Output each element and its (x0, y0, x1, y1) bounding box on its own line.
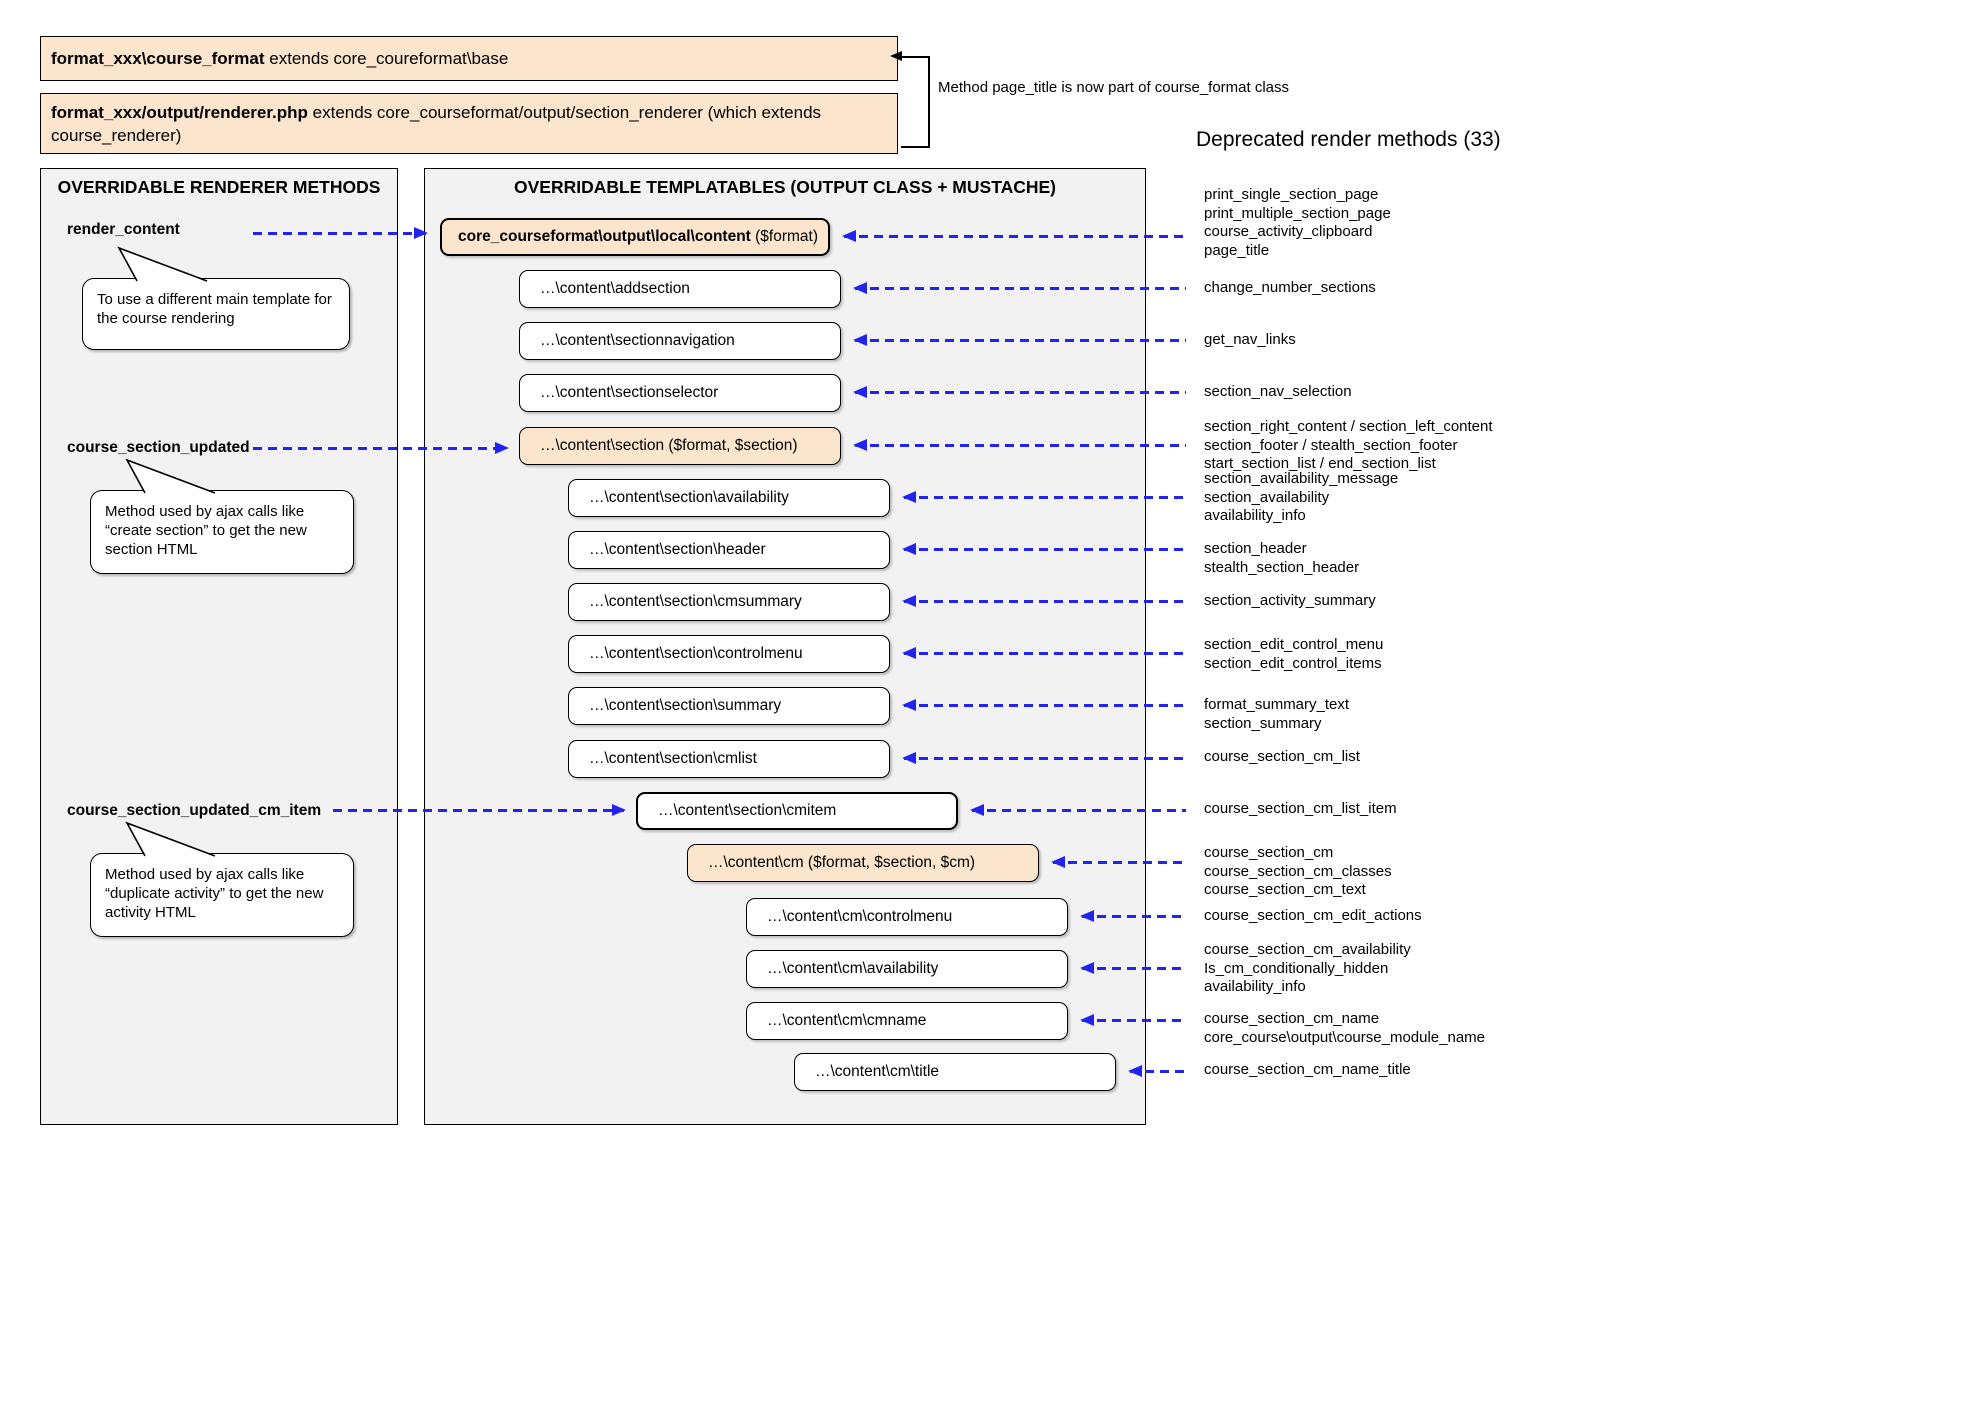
arrow-deprecated-section-header (904, 548, 1186, 551)
deprecated-method: section_footer / stealth_section_footer (1204, 436, 1458, 454)
deprecated-method: course_section_cm_list_item (1204, 800, 1397, 817)
templatable-section-cmlist: …\content\section\cmlist (568, 740, 890, 778)
deprecated-method: Is_cm_conditionally_hidden (1204, 959, 1389, 977)
bracket-line (928, 56, 930, 148)
class-box-bold: format_xxx/output/renderer.php (51, 103, 308, 122)
method-course-section-updated: course_section_updated (67, 439, 250, 456)
arrow-deprecated-content (844, 235, 1186, 238)
templatable-section-cmitem: …\content\section\cmitem (636, 792, 958, 830)
templatable-cm-controlmenu: …\content\cm\controlmenu (746, 898, 1068, 936)
class-box-bold: format_xxx\course_format (51, 48, 265, 68)
deprecated-group (1204, 907, 1422, 926)
bracket-note: Method page_title is now part of course_format class (938, 79, 1290, 96)
templatable-section-header: …\content\section\header (568, 531, 890, 569)
note-bubble-text: Method used by ajax calls like “duplicate activity” to get the new activity HTML (105, 866, 324, 921)
deprecated-method: section_nav_selection (1204, 383, 1352, 400)
deprecated-method: start_section_list / end_section_list (1204, 455, 1436, 472)
deprecated-method: section_availability (1204, 488, 1330, 506)
deprecated-method: availability_info (1204, 978, 1306, 995)
arrow-deprecated-addsection (855, 287, 1186, 290)
templatable-content: core_courseformat\output\local\content ($format) (440, 218, 830, 256)
templatable-section: …\content\section ($format, $section) (519, 427, 841, 465)
deprecated-group (1204, 748, 1360, 767)
class-box-rest: extends core_coureformat\base (264, 48, 509, 68)
arrow-deprecated-section-availability (904, 496, 1186, 499)
note-bubble-text: Method used by ajax calls like “create section” to get the new section HTML (105, 503, 307, 558)
deprecated-group (1204, 592, 1376, 611)
note-bubble-course-section-updated (90, 490, 354, 574)
arrow-deprecated-section-cmitem (972, 809, 1186, 812)
templatable-section-availability: …\content\section\availability (568, 479, 890, 517)
class-box-rest: extends core_courseformat/output/section_renderer (which extends course_renderer) (51, 103, 822, 145)
deprecated-method: availability_info (1204, 507, 1306, 524)
arrow-deprecated-section (855, 444, 1186, 447)
deprecated-method: course_section_cm_classes (1204, 862, 1392, 880)
deprecated-group (1204, 331, 1296, 350)
deprecated-method: course_section_cm (1204, 844, 1334, 861)
method-course-section-updated-cm-item: course_section_updated_cm_item (67, 802, 322, 819)
class-box-renderer (40, 93, 898, 154)
arrow-deprecated-section-cmlist (904, 757, 1186, 760)
arrow-deprecated-cm-controlmenu (1082, 915, 1186, 918)
arrow-deprecated-cm-availability (1082, 967, 1186, 970)
deprecated-group (1204, 1061, 1411, 1080)
deprecated-method: get_nav_links (1204, 331, 1296, 348)
deprecated-method: print_multiple_section_page (1204, 204, 1391, 222)
arrow-deprecated-sectionselector (855, 391, 1186, 394)
deprecated-method: section_availability_message (1204, 470, 1399, 487)
deprecated-title: Deprecated render methods (33) (1196, 128, 1501, 151)
deprecated-method: course_section_cm_list (1204, 748, 1360, 765)
deprecated-method: section_edit_control_items (1204, 654, 1382, 672)
deprecated-method: core_course\output\course_module_name (1204, 1028, 1486, 1046)
deprecated-method: format_summary_text (1204, 696, 1350, 713)
templatable-sectionselector: …\content\sectionselector (519, 374, 841, 412)
deprecated-group (1204, 418, 1493, 474)
deprecated-method: course_section_cm_availability (1204, 941, 1411, 958)
templatable-cm-title: …\content\cm\title (794, 1053, 1116, 1091)
deprecated-group (1204, 800, 1397, 819)
deprecated-group (1204, 383, 1352, 402)
deprecated-group (1204, 941, 1411, 997)
deprecated-method: course_section_cm_text (1204, 881, 1366, 898)
deprecated-group (1204, 1010, 1485, 1047)
templatable-section-summary: …\content\section\summary (568, 687, 890, 725)
templatable-cm: …\content\cm ($format, $section, $cm) (687, 844, 1039, 882)
bracket-arrowhead-icon (890, 51, 902, 61)
deprecated-method: course_section_cm_edit_actions (1204, 907, 1422, 924)
arrow-deprecated-cm (1053, 861, 1186, 864)
deprecated-method: section_activity_summary (1204, 592, 1376, 609)
arrow-course-section-updated (253, 447, 507, 450)
deprecated-method: change_number_sections (1204, 279, 1376, 296)
note-bubble-course-section-updated-cm-item (90, 853, 354, 937)
templatable-cm-availability: …\content\cm\availability (746, 950, 1068, 988)
panel-renderer-methods-title: OVERRIDABLE RENDERER METHODS (57, 177, 381, 197)
arrow-course-section-updated-cm-item (333, 809, 624, 812)
arrow-deprecated-section-summary (904, 704, 1186, 707)
arrow-deprecated-section-controlmenu (904, 652, 1186, 655)
deprecated-group (1204, 186, 1391, 260)
deprecated-method: course_section_cm_name_title (1204, 1061, 1411, 1078)
arrow-deprecated-cm-cmname (1082, 1019, 1186, 1022)
note-bubble-render-content (82, 278, 350, 350)
class-box-course-format (40, 36, 898, 81)
deprecated-method: course_section_cm_name (1204, 1010, 1380, 1027)
templatable-addsection: …\content\addsection (519, 270, 841, 308)
deprecated-method: course_activity_clipboard (1204, 223, 1373, 240)
deprecated-method: stealth_section_header (1204, 558, 1360, 576)
deprecated-method: section_header (1204, 540, 1307, 557)
templatable-section-controlmenu: …\content\section\controlmenu (568, 635, 890, 673)
templatable-section-cmsummary: …\content\section\cmsummary (568, 583, 890, 621)
bracket-line (901, 56, 929, 58)
arrow-render-content (253, 232, 426, 235)
bracket-line (901, 146, 929, 148)
templatable-sectionnavigation: …\content\sectionnavigation (519, 322, 841, 360)
panel-templatables-title: OVERRIDABLE TEMPLATABLES (OUTPUT CLASS + MUSTACHE) (513, 177, 1056, 197)
deprecated-method: section_right_content / section_left_content (1204, 418, 1493, 435)
arrow-deprecated-cm-title (1130, 1070, 1186, 1073)
deprecated-method: print_single_section_page (1204, 186, 1379, 203)
templatable-cm-cmname: …\content\cm\cmname (746, 1002, 1068, 1040)
deprecated-group (1204, 279, 1376, 298)
deprecated-group (1204, 696, 1349, 733)
deprecated-group (1204, 636, 1383, 673)
arrow-deprecated-section-cmsummary (904, 600, 1186, 603)
note-bubble-text: To use a different main template for the course rendering (97, 291, 332, 327)
deprecated-method: section_edit_control_menu (1204, 636, 1384, 653)
deprecated-group (1204, 844, 1392, 900)
deprecated-group (1204, 470, 1398, 526)
deprecated-method: page_title (1204, 241, 1270, 259)
arrow-deprecated-sectionnavigation (855, 339, 1186, 342)
deprecated-group (1204, 540, 1359, 577)
deprecated-method: section_summary (1204, 714, 1322, 732)
method-render-content: render_content (67, 221, 180, 238)
